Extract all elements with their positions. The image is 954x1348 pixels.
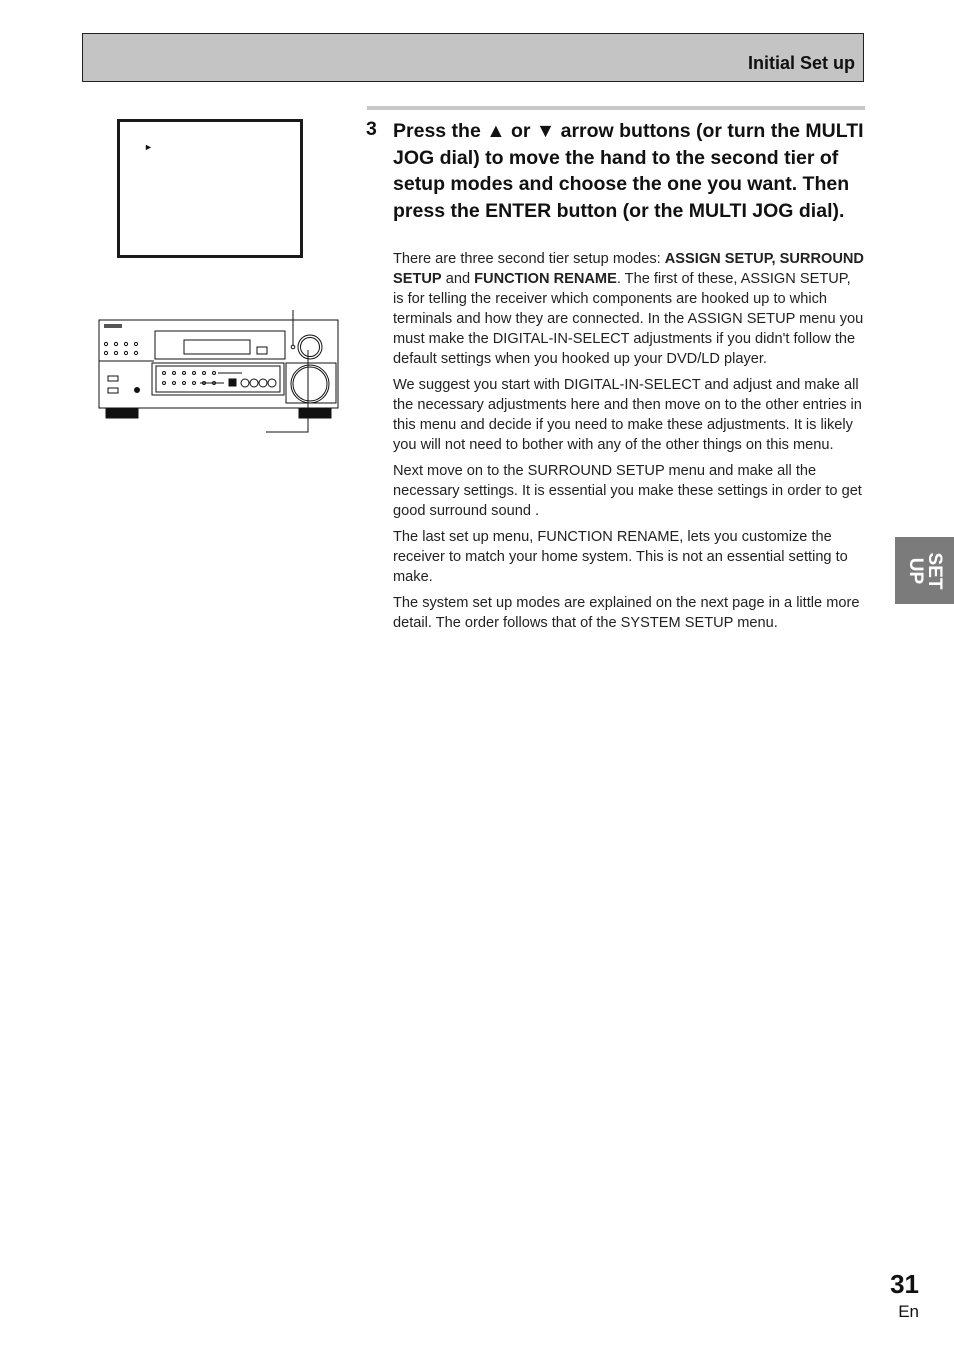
page-number: 31 [890,1269,919,1299]
body-paragraph-4: The last set up menu, FUNCTION RENAME, lets you customize the receiver to match your home system. This is not an essential setting to make. [393,529,848,585]
receiver-foot-left [106,408,138,418]
receiver-front-panel-illustration [96,300,342,440]
on-screen-display-illustration [117,119,303,258]
body-paragraph-1: There are three second tier setup modes: ASSIGN SETUP, SURROUND SETUP and FUNCTION RENAME. The first of these, ASSIGN SETUP, is for telling the receiver which components are hooked up to which terminals and how they are connected. In the ASSIGN SETUP menu you must make the DIGITAL-IN-SELECT adjustments if you didn't follow the default settings when you hooked up your DVD/LD player. [393,251,864,367]
enter-button-illustration [291,345,295,349]
step-body [393,249,865,639]
section-side-tab [895,537,954,604]
callout-line-multi-jog [266,350,308,432]
body-paragraph-2: We suggest you start with DIGITAL-IN-SELECT and adjust and make all the necessary adjustments here and then move on to the other entries in this menu and decide if you need to make these adjustments. It is likely you will not need to bother with any of the other things on this menu. [393,377,862,453]
step-heading: Press the ▲ or ▼ arrow buttons (or turn the MULTI JOG dial) to move the hand to the second tier of setup modes and choose the one you want. Then press the ENTER button (or the MULTI JOG dial). [393,120,864,222]
multi-jog-dial-illustration [298,335,322,359]
menu-cursor-icon: ► [144,142,153,152]
page-language: En [898,1302,919,1321]
section-title: Initial Set up [747,53,855,73]
step-number: 3 [366,118,377,140]
section-header-bar [82,33,864,82]
receiver-display-window [155,331,285,359]
receiver-foot-right [299,408,331,418]
body-paragraph-5: The system set up modes are explained on the next page in a little more detail. The order follows that of the SYSTEM SETUP menu. [393,595,860,631]
step-divider [367,106,865,110]
up-arrow-icon: ▲ [486,120,506,142]
body-paragraph-3: Next move on to the SURROUND SETUP menu and make all the necessary settings. It is essential you make these settings in order to get good surround sound . [393,463,862,519]
side-tab-label: SET UP [904,552,945,589]
receiver-top-buttons [104,342,137,354]
down-arrow-icon: ▼ [535,120,556,142]
receiver-logo [104,324,122,328]
